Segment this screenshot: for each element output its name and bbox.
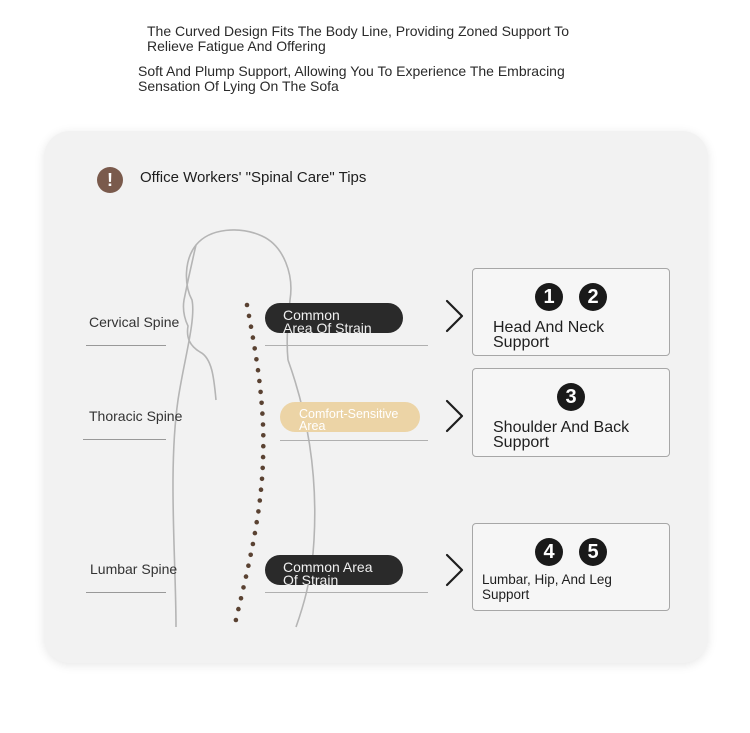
- intro-text-2: Soft And Plump Support, Allowing You To Experience The Embracing Sensation Of Lying On The Sofa: [138, 63, 565, 94]
- label-underline: [83, 439, 166, 440]
- spine-dot: [244, 574, 249, 579]
- spine-dot: [259, 401, 264, 406]
- spine-dot: [246, 563, 251, 568]
- spine-dot: [261, 433, 266, 438]
- number-badge-4: 4: [535, 538, 563, 566]
- pill-comfort-sensitive: Comfort-Sensitive Area: [280, 402, 420, 432]
- number-badge-5: 5: [579, 538, 607, 566]
- arrow-icon-thoracic: [447, 401, 462, 431]
- spine-dot: [256, 368, 261, 373]
- spine-dot: [254, 520, 259, 525]
- spine-dot: [254, 357, 259, 362]
- spine-dot: [261, 455, 266, 460]
- spine-dot: [261, 422, 266, 427]
- spine-dots: [234, 303, 266, 623]
- box-lumbar-hip-leg: [472, 523, 670, 611]
- spine-dot: [261, 444, 266, 449]
- spine-dot: [241, 585, 246, 590]
- spine-dot: [245, 303, 250, 308]
- pill-underline: [280, 440, 428, 441]
- spine-dot: [247, 314, 252, 319]
- spine-dot: [253, 531, 258, 536]
- spine-dot: [234, 618, 239, 623]
- spine-dot: [260, 477, 265, 482]
- arrow-icon-lumbar: [447, 555, 462, 585]
- number-badge-3: 3: [557, 383, 585, 411]
- box-label-head-neck: Head And Neck Support: [493, 319, 605, 351]
- intro-text-1: The Curved Design Fits The Body Line, Providing Zoned Support To Relieve Fatigue And Offering: [147, 23, 570, 54]
- spine-dot: [257, 379, 262, 384]
- spine-dot: [252, 346, 257, 351]
- number-badge-1: 1: [535, 283, 563, 311]
- box-label-shoulder-back: Shoulder And Back Support: [493, 419, 630, 451]
- spine-dot: [260, 466, 265, 471]
- spine-dot: [251, 542, 256, 547]
- label-underline: [86, 345, 166, 346]
- label-lumbar-spine: Lumbar Spine: [90, 561, 178, 577]
- number-badge-2: 2: [579, 283, 607, 311]
- box-shoulder-back: [472, 368, 670, 457]
- label-underline: [86, 592, 166, 593]
- pill-underline: [265, 345, 428, 346]
- spine-dot: [260, 411, 265, 416]
- label-thoracic-spine: Thoracic Spine: [89, 408, 183, 424]
- tips-title: Office Workers' "Spinal Care" Tips: [140, 169, 367, 186]
- arrow-icon-cervical: [447, 301, 462, 331]
- spine-dot: [239, 596, 244, 601]
- box-label-lumbar-hip-leg: Lumbar, Hip, And Leg Support: [482, 572, 612, 602]
- spine-dot: [258, 498, 263, 503]
- spine-dot: [251, 335, 256, 340]
- box-head-neck: [472, 268, 670, 356]
- spine-dot: [248, 553, 253, 558]
- body-outline-face: [183, 245, 216, 400]
- label-cervical-spine: Cervical Spine: [89, 314, 180, 330]
- exclamation-icon: !: [97, 167, 123, 193]
- spine-dot: [259, 487, 264, 492]
- spine-dot: [258, 390, 263, 395]
- spine-dot: [249, 324, 254, 329]
- pill-common-strain-cervical: Common Area Of Strain: [265, 303, 403, 333]
- pill-common-strain-lumbar: Common Area Of Strain: [265, 555, 403, 585]
- spine-dot: [256, 509, 261, 514]
- pill-underline: [265, 592, 428, 593]
- spine-dot: [236, 607, 241, 612]
